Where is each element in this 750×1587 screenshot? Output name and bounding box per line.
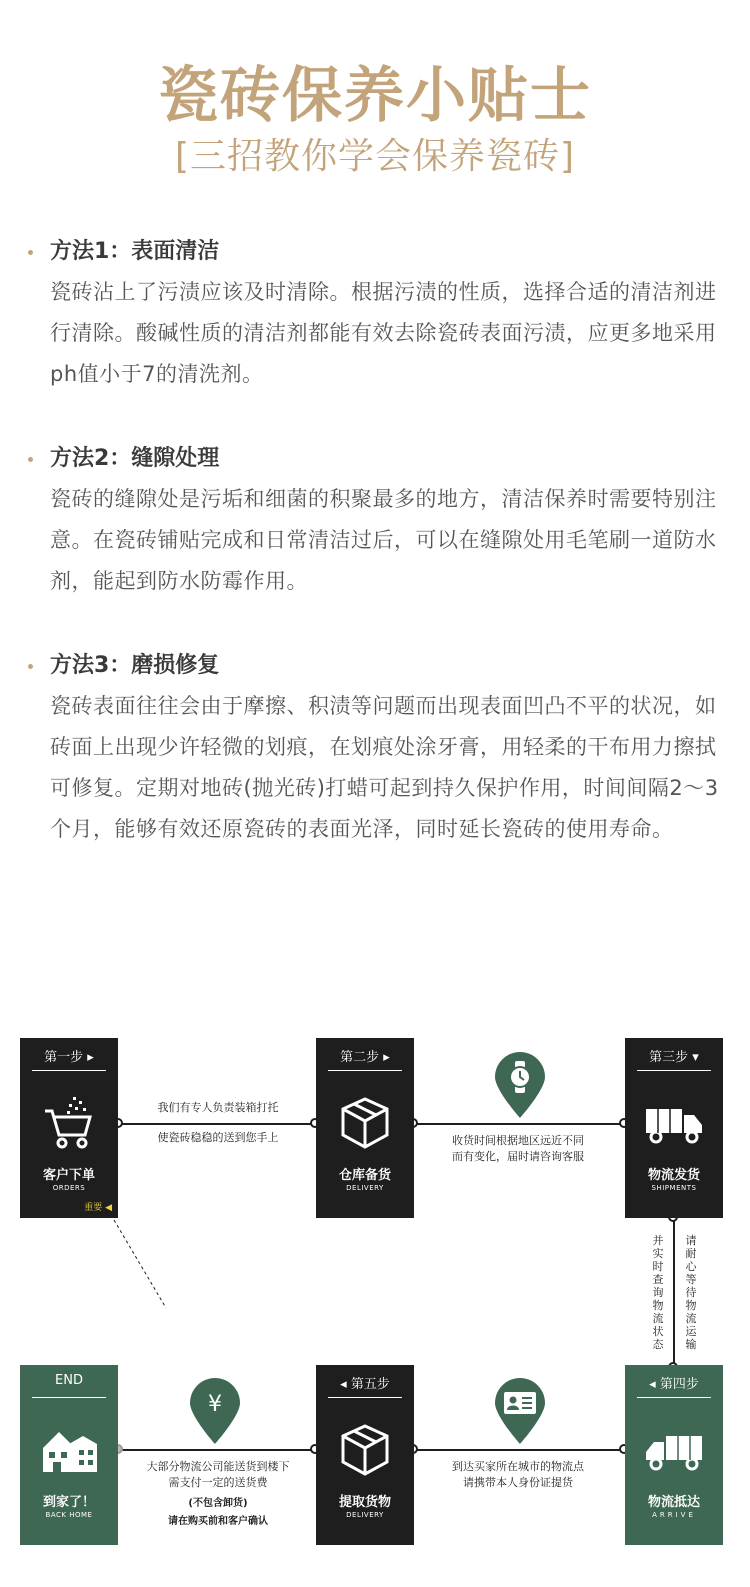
step-label: ◂ 第四步 [649,1377,699,1392]
step-arrive [625,1365,723,1545]
method-title: 方法2：缝隙处理 [50,446,220,471]
shopping-cart-icon [39,1093,99,1153]
step-name-en: ORDERS [52,1184,86,1192]
note-delivery-fee: 请在购买前和客户确认 [168,1516,268,1527]
step-label: 第三步 ▾ [649,1050,699,1065]
truck-icon [644,1420,704,1480]
step-name: 物流发货 [647,1168,700,1183]
method-1 [50,236,730,395]
note-delivery-fee: 大部分物流公司能送货到楼下 [146,1460,290,1473]
step-pickup [316,1365,414,1545]
note-delivery-time: 而有变化，届时请咨询客服 [452,1150,584,1163]
step-label: END [55,1373,83,1388]
step-name-en: ARRIVE [652,1511,696,1519]
step-name: 物流抵达 [647,1495,700,1510]
important-tag: 重要 ◀ [84,1203,112,1213]
yuan-location-pin-icon [188,1378,242,1446]
package-box-icon [335,1420,395,1480]
method-3 [50,650,730,850]
method-text: 瓷砖的缝隙处是污垢和细菌的积聚最多的地方，清洁保养时需要特别注意。在瓷砖铺贴完成和日常清洁过后，可以在缝隙处用毛笔刷一道防水剂，能起到防水防霉作用。 [50,487,717,593]
svg-text:¥: ¥ [208,1392,222,1417]
step-label: ◂ 第五步 [340,1377,390,1392]
package-box-icon [335,1093,395,1153]
truck-icon [644,1093,704,1153]
note-waiting: 请耐心等待物流运输 [685,1234,697,1351]
note-delivery-fee: (不包含卸货) [188,1498,248,1509]
house-icon [39,1420,99,1480]
page-title: 瓷砖保养小贴士 [158,61,592,131]
flow-line [673,1217,675,1367]
method-text: 瓷砖表面往往会由于摩擦、积渍等问题而出现表面凹凸不平的状况，如砖面上出现少许轻微的划痕，在划痕处涂牙膏，用轻柔的干布用力擦拭可修复。定期对地砖(抛光砖)打蜡可起到持久保护作用，时间间隔2～3个月，能够有效还原瓷砖的表面光泽，同时延长瓷砖的使用寿命。 [50,694,719,841]
bullet-dot [28,250,33,255]
step-orders [20,1038,118,1218]
note-packing: 使瓷砖稳稳的送到您手上 [157,1131,279,1144]
step-label: 第二步 ▸ [340,1050,390,1065]
id-card-location-pin-icon [493,1378,547,1446]
step-name-en: DELIVERY [346,1184,384,1192]
bullet-dot [28,664,33,669]
step-name-en: SHIPMENTS [651,1184,697,1192]
method-title: 方法1：表面清洁 [50,239,220,264]
note-delivery-fee: 需支付一定的送货费 [168,1476,268,1489]
method-text: 瓷砖沾上了污渍应该及时清除。根据污渍的性质，选择合适的清洁剂进行清除。酸碱性质的清洁剂都能有效去除瓷砖表面污渍，应更多地采用ph值小于7的清洗剂。 [50,280,717,386]
note-tracking: 并实时查询物流状态 [652,1234,664,1351]
step-name: 提取货物 [338,1495,391,1510]
step-name-en: BACK HOME [45,1511,93,1519]
note-pickup: 到达买家所在城市的物流点 [452,1460,584,1473]
step-name: 到家了！ [42,1495,95,1510]
note-pickup: 请携带本人身份证提货 [463,1476,573,1489]
dashed-connector [110,1218,170,1310]
step-warehouse [316,1038,414,1218]
watch-location-pin-icon [493,1052,547,1120]
note-delivery-time: 收货时间根据地区远近不同 [452,1134,584,1147]
step-name: 客户下单 [42,1168,95,1183]
method-2 [50,443,730,602]
page-subtitle: [三招教你学会保养瓷砖] [174,136,576,177]
step-name-en: DELIVERY [346,1511,384,1519]
note-packing: 我们有专人负责装箱打托 [157,1101,279,1114]
method-title: 方法3：磨损修复 [50,653,220,678]
step-label: 第一步 ▸ [44,1050,94,1065]
step-shipments [625,1038,723,1218]
bullet-dot [28,457,33,462]
step-end [20,1365,118,1545]
step-name: 仓库备货 [338,1168,391,1183]
